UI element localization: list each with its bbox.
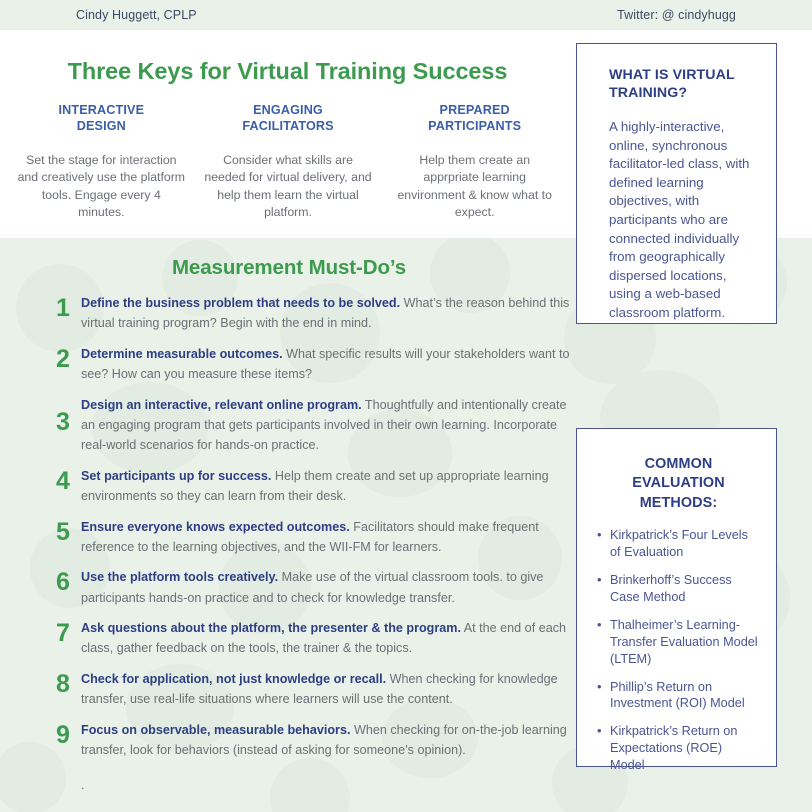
item-body: What specific results will your stakeholders want to see? How can you measure these items? <box>81 346 570 382</box>
twitter-handle: Twitter: @ cindyhugg <box>617 8 736 22</box>
evaluation-method-item: • Brinkerhoff’s Success Case Method <box>597 572 760 606</box>
measurement-item <box>56 292 576 334</box>
what-is-virtual-training-box <box>576 43 777 324</box>
three-keys-row <box>8 102 568 222</box>
key-column-engaging-facilitators <box>195 102 382 222</box>
measurement-title: Measurement Must-Do’s <box>171 256 407 279</box>
item-text <box>81 617 576 659</box>
item-body: Help them create and set up appropriate learning environments so they can learn from their desk. <box>81 468 549 504</box>
key-heading: PREPARED PARTICIPANTS <box>428 103 522 134</box>
item-lead: Determine measurable outcomes. <box>81 346 283 361</box>
key-body: Set the stage for interaction and creatively use the platform tools. Engage every 4 minutes. <box>17 152 186 220</box>
item-number: 9 <box>56 720 70 749</box>
evaluation-methods-list <box>597 527 760 774</box>
author-name: Cindy Huggett, CPLP <box>76 8 197 22</box>
item-text <box>81 394 576 456</box>
measurement-item <box>56 668 576 710</box>
box-heading: WHAT IS VIRTUAL TRAINING? <box>609 67 735 102</box>
item-number: 2 <box>56 344 70 373</box>
item-lead: Ask questions about the platform, the presenter & the program. <box>81 621 461 636</box>
key-heading: ENGAGING FACILITATORS <box>242 103 334 134</box>
box-heading: COMMON EVALUATION METHODS: <box>632 456 725 511</box>
item-number: 1 <box>56 294 70 322</box>
top-header-bar <box>0 0 812 30</box>
measurement-item <box>56 566 576 608</box>
key-column-prepared-participants <box>381 102 568 222</box>
measurement-item <box>56 343 576 385</box>
key-heading: INTERACTIVE DESIGN <box>58 103 145 134</box>
measurement-item <box>56 516 576 558</box>
box-body: A highly-interactive, online, synchronous facilitator-led class, with defined learning objectives, with participants who are connected individually from geographically dispersed locations, using a web-based classroom platform. <box>609 118 750 320</box>
item-number: 5 <box>56 517 70 546</box>
evaluation-method-item: • Kirkpatrick’s Four Levels of Evaluation <box>597 527 760 561</box>
measurement-list <box>56 292 576 769</box>
item-lead: Set participants up for success. <box>81 468 272 483</box>
item-text <box>81 465 576 507</box>
item-lead: Define the business problem that needs to be solved. <box>81 296 401 310</box>
item-number: 7 <box>56 619 70 648</box>
item-body: Make use of the virtual classroom tools. to give participants hands-on practice and to check for knowledge transfer. <box>81 570 544 605</box>
common-evaluation-methods-box <box>576 428 777 773</box>
item-text <box>81 668 576 710</box>
three-keys-title: Three Keys for Virtual Training Success <box>67 58 508 84</box>
item-text <box>81 292 576 334</box>
item-number: 4 <box>56 466 70 495</box>
item-text <box>81 566 576 608</box>
item-text <box>81 516 576 558</box>
item-number: 3 <box>56 407 70 436</box>
item-lead: Use the platform tools creatively. <box>81 570 279 585</box>
measurement-item <box>56 394 576 456</box>
item-lead: Check for application, not just knowledge or recall. <box>81 671 387 686</box>
key-column-interactive-design <box>8 102 195 222</box>
key-body: Help them create an apprpriate learning environment & know what to expect. <box>397 152 552 220</box>
item-text <box>81 343 576 385</box>
item-text <box>81 719 576 761</box>
measurement-item <box>56 617 576 659</box>
item-lead: Focus on observable, measurable behaviors. <box>81 722 351 737</box>
item-number: 6 <box>56 568 70 597</box>
item-body: Thoughtfully and intentionally create an engaging program that gets participants involved in their own learning. Incorporate real-world scenarios for hands-on practice. <box>81 397 567 453</box>
item-body: At the end of each class, gather feedback on the tools, the trainer & the topics. <box>81 621 566 656</box>
trailing-dot: . <box>81 778 85 792</box>
item-body: When checking for on-the-job learning transfer, look for behaviors (instead of asking for someone’s opinion). <box>81 722 567 758</box>
evaluation-method-item: • Thalheimer’s Learning-Transfer Evaluation Model (LTEM) <box>597 617 760 668</box>
item-lead: Ensure everyone knows expected outcomes. <box>81 519 350 534</box>
item-body: When checking for knowledge transfer, use real-life situations where learners will use the content. <box>81 671 558 707</box>
evaluation-method-item: • Kirkpatrick’s Return on Expectations (ROE) Model <box>597 723 760 774</box>
item-body: What’s the reason behind this virtual training program? Begin with the end in mind. <box>81 296 570 331</box>
evaluation-method-item: • Phillip’s Return on Investment (ROI) Model <box>597 679 760 713</box>
key-body: Consider what skills are needed for virtual delivery, and help them learn the virtual platform. <box>204 152 372 220</box>
measurement-item <box>56 465 576 507</box>
measurement-item <box>56 719 576 761</box>
item-number: 8 <box>56 669 70 698</box>
item-lead: Design an interactive, relevant online program. <box>81 397 362 412</box>
item-body: Facilitators should make frequent reference to the learning objectives, and the WII-FM for learners. <box>81 519 539 554</box>
